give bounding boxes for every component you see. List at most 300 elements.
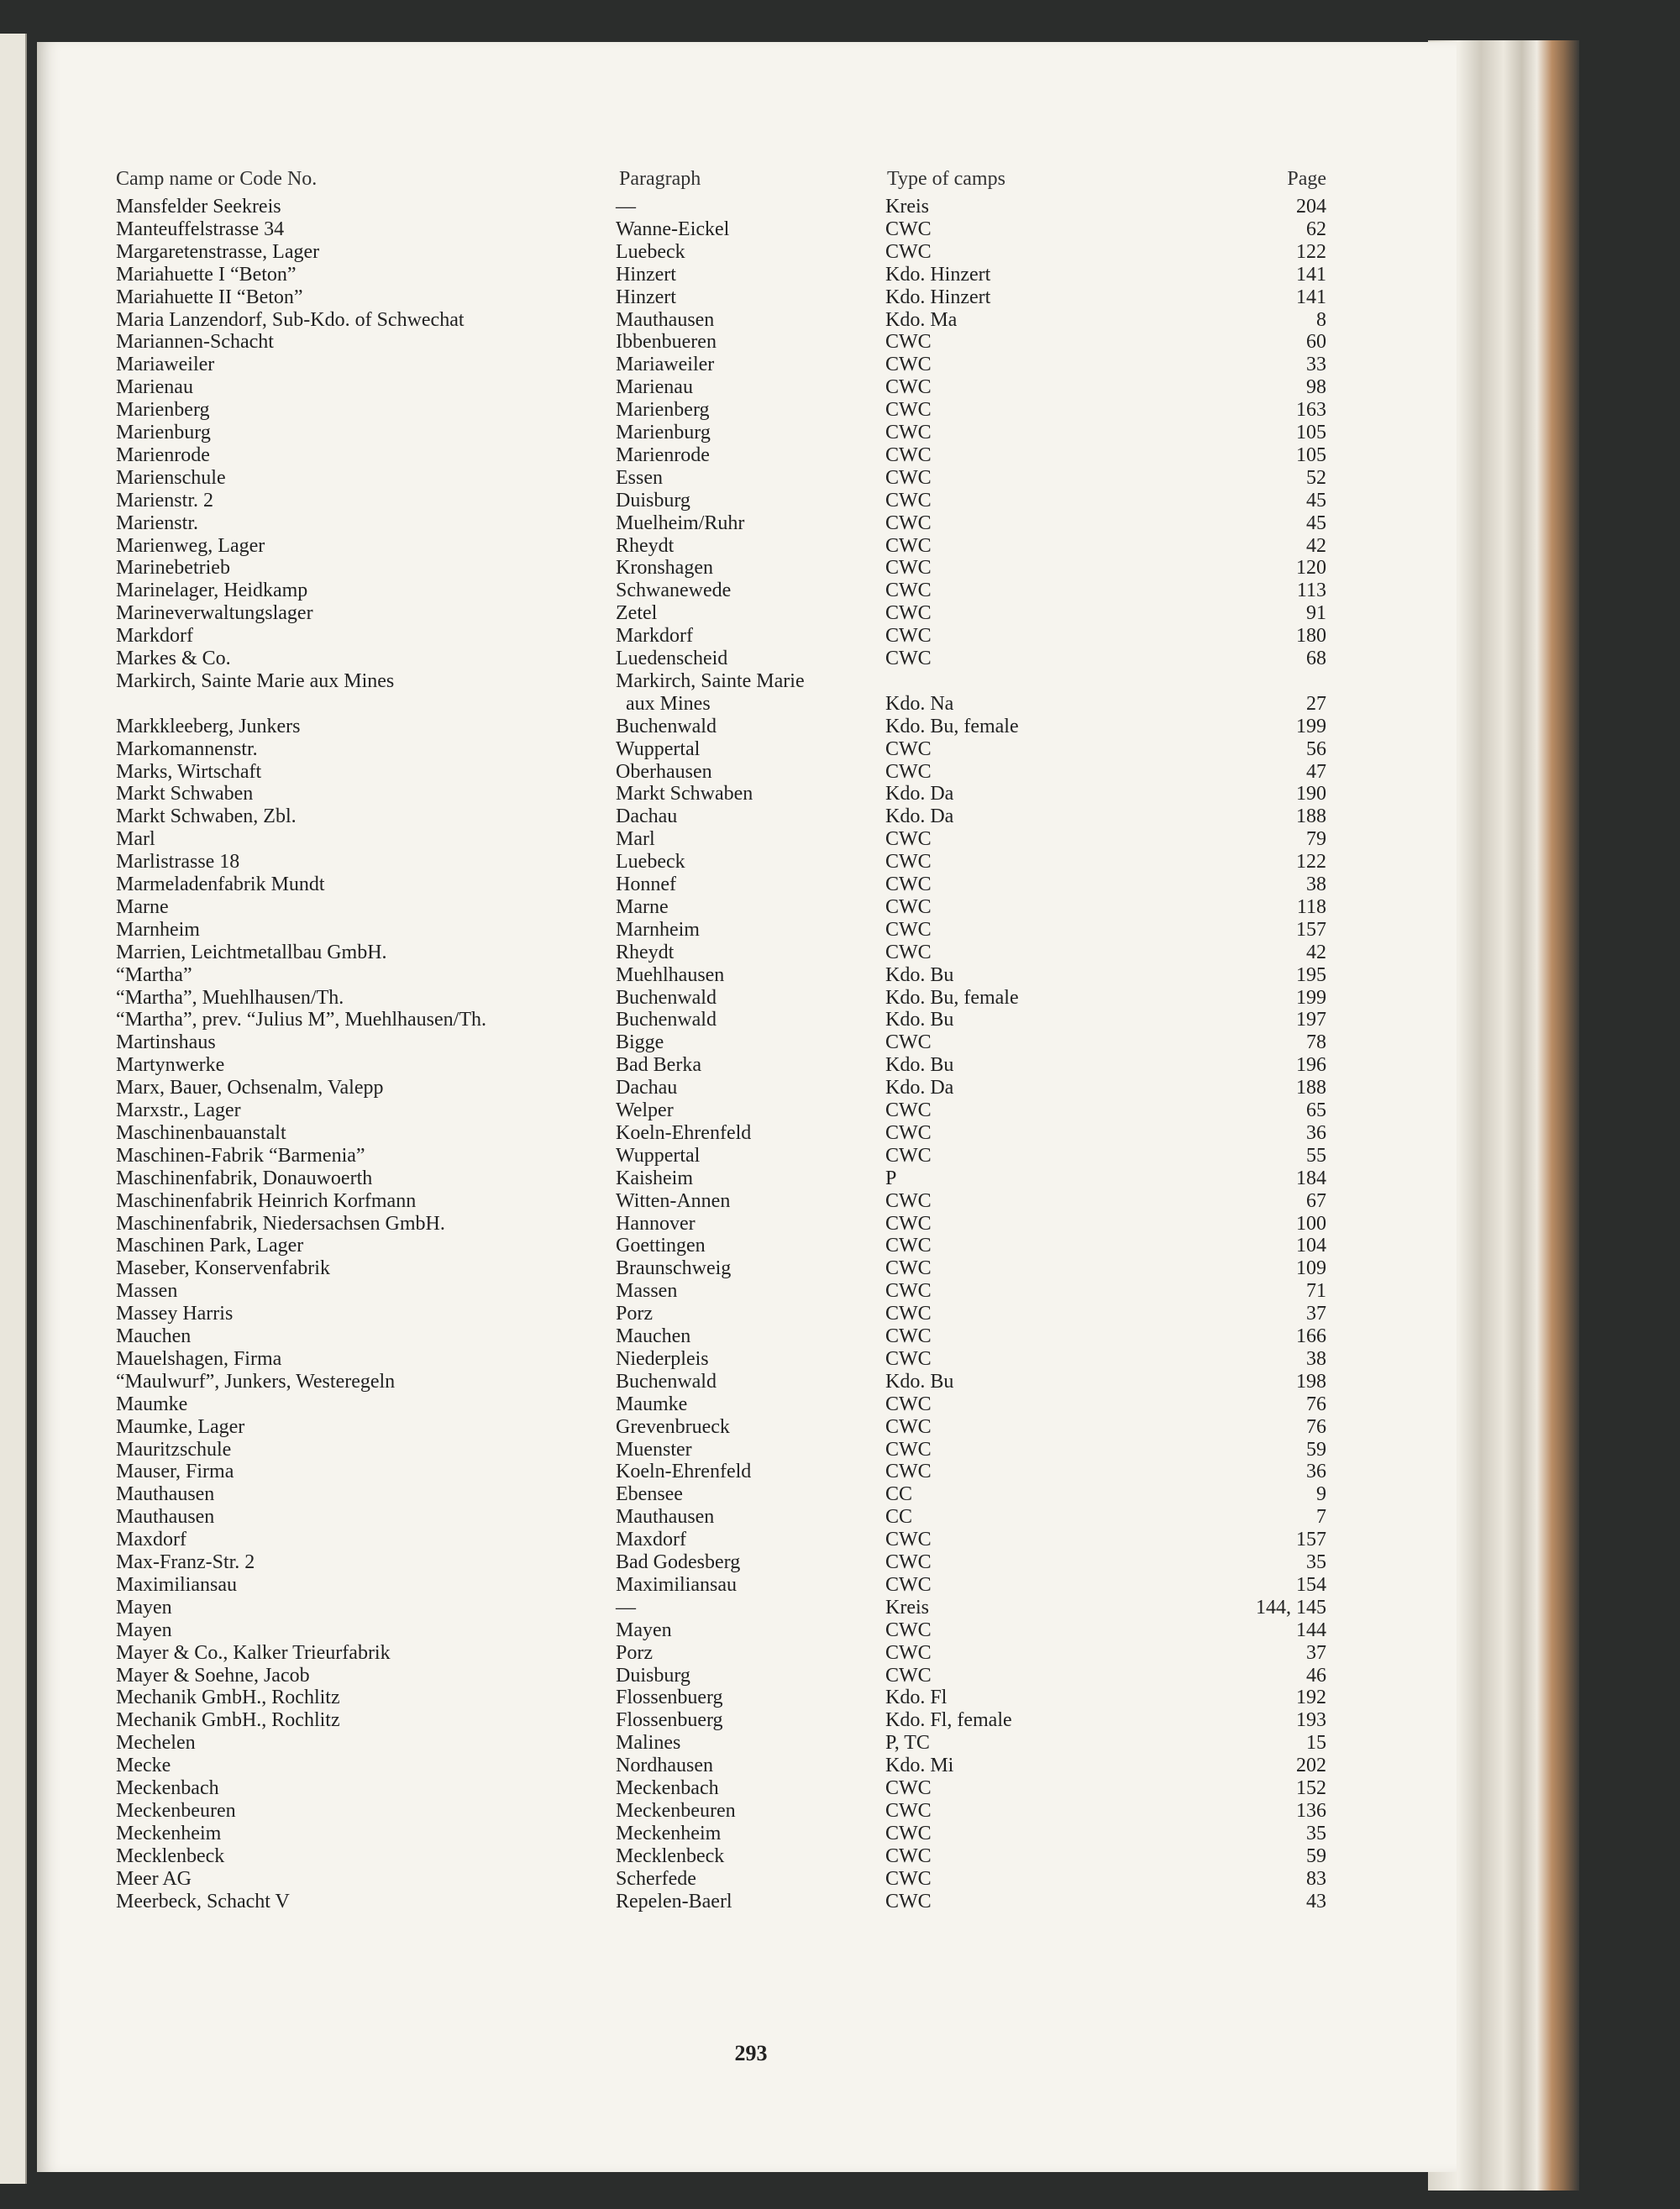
paragraph: Maxdorf xyxy=(616,1529,686,1551)
paragraph: Luebeck xyxy=(616,240,685,263)
paragraph: Zetel xyxy=(616,602,658,625)
camp-name: Meckenbach xyxy=(116,1777,219,1799)
table-row xyxy=(37,761,1457,784)
paragraph: Mauthausen xyxy=(616,1506,715,1529)
page-ref: 37 xyxy=(1306,1303,1326,1325)
camp-type: CWC xyxy=(885,1641,932,1664)
table-row xyxy=(37,896,1457,919)
page-ref: 52 xyxy=(1306,466,1326,489)
page-ref: 76 xyxy=(1306,1415,1326,1438)
table-row xyxy=(37,851,1457,874)
page-ref: 38 xyxy=(1306,874,1326,895)
page-ref: 105 xyxy=(1296,422,1326,443)
page-ref: 109 xyxy=(1296,1257,1326,1280)
paragraph: Marienberg xyxy=(616,399,710,422)
camp-type: CWC xyxy=(885,648,932,669)
page-ref: 55 xyxy=(1306,1144,1326,1167)
table-row xyxy=(37,1371,1457,1393)
page-ref: 198 xyxy=(1296,1370,1326,1393)
camp-name: Mechanik GmbH., Rochlitz xyxy=(116,1687,340,1709)
table-row xyxy=(37,1597,1457,1619)
camp-name: Mauser, Firma xyxy=(116,1461,234,1483)
camp-type: CWC xyxy=(885,443,932,466)
camp-type: Kreis xyxy=(885,196,929,218)
camp-type: CWC xyxy=(885,1031,932,1054)
camp-type: CWC xyxy=(885,1844,932,1867)
camp-type: CWC xyxy=(885,625,932,648)
page-ref: 197 xyxy=(1296,1009,1326,1031)
camp-type: Kdo. Hinzert xyxy=(885,286,991,308)
camp-type: CWC xyxy=(885,218,932,240)
page-ref: 42 xyxy=(1306,534,1326,557)
table-row xyxy=(37,1167,1457,1190)
paragraph: Honnef xyxy=(616,874,676,895)
header-page: Page xyxy=(1287,168,1326,190)
table-row xyxy=(37,1325,1457,1348)
camp-type: CWC xyxy=(885,1303,932,1325)
table-row xyxy=(37,1213,1457,1236)
camp-name: Maxdorf xyxy=(116,1529,186,1551)
paragraph: Essen xyxy=(616,466,663,489)
table-row xyxy=(37,1145,1457,1167)
camp-type: CWC xyxy=(885,1573,932,1596)
table-row xyxy=(37,670,1457,693)
camp-name: Markes & Co. xyxy=(116,648,231,669)
camp-name: Mayen xyxy=(116,1619,172,1641)
camp-name: Markt Schwaben xyxy=(116,783,254,805)
camp-name: Maumke xyxy=(116,1393,188,1415)
camp-type: Kdo. Mi xyxy=(885,1755,954,1777)
page-ref: 35 xyxy=(1306,1551,1326,1573)
camp-name: Max-Franz-Str. 2 xyxy=(116,1551,255,1573)
page-ref: 36 xyxy=(1306,1461,1326,1483)
paragraph: Buchenwald xyxy=(616,715,717,737)
table-row xyxy=(37,1687,1457,1709)
camp-type: CWC xyxy=(885,1099,932,1121)
paragraph: Bad Berka xyxy=(616,1054,701,1077)
table-row xyxy=(37,1800,1457,1823)
camp-name: Marx, Bauer, Ochsenalm, Valepp xyxy=(116,1077,384,1099)
page-ref: 122 xyxy=(1296,851,1326,874)
camp-type: Kdo. Fl xyxy=(885,1687,948,1709)
page-ref: 184 xyxy=(1296,1167,1326,1189)
camp-type: CWC xyxy=(885,331,932,354)
table-row xyxy=(37,354,1457,376)
camp-name: Marl xyxy=(116,828,155,851)
table-row xyxy=(37,1280,1457,1303)
paragraph: Marl xyxy=(616,828,655,851)
page-ref: 113 xyxy=(1296,580,1326,602)
paragraph: — xyxy=(616,1596,636,1619)
table-row xyxy=(37,376,1457,399)
camp-name: Marinelager, Heidkamp xyxy=(116,580,308,602)
paragraph: Markirch, Sainte Marie xyxy=(616,669,805,692)
camp-name: Mayen xyxy=(116,1596,172,1619)
camp-type: CWC xyxy=(885,895,932,918)
camp-type: CWC xyxy=(885,1347,932,1370)
table-row xyxy=(37,1506,1457,1529)
paragraph: Rheydt xyxy=(616,941,675,963)
camp-type: CWC xyxy=(885,1867,932,1890)
camp-type: CWC xyxy=(885,851,932,874)
paragraph: Dachau xyxy=(616,805,678,828)
paragraph: Wanne-Eickel xyxy=(616,218,730,240)
camp-name: Mariaweiler xyxy=(116,354,215,376)
page-ref: 120 xyxy=(1296,557,1326,580)
paragraph: Repelen-Baerl xyxy=(616,1890,732,1913)
paragraph: Meckenbeuren xyxy=(616,1799,736,1822)
table-row xyxy=(37,783,1457,805)
table-row xyxy=(37,1303,1457,1325)
paragraph: Grevenbrueck xyxy=(616,1415,730,1438)
page-ref: 60 xyxy=(1306,331,1326,354)
table-row xyxy=(37,399,1457,422)
camp-type: CWC xyxy=(885,489,932,512)
paragraph: Ibbenbueren xyxy=(616,331,717,354)
camp-name: Maschinenfabrik Heinrich Korfmann xyxy=(116,1189,417,1212)
page-ref: 8 xyxy=(1316,308,1326,331)
page-ref: 152 xyxy=(1296,1777,1326,1799)
paragraph: Koeln-Ehrenfeld xyxy=(616,1121,752,1144)
page-ref: 38 xyxy=(1306,1347,1326,1370)
page-ref: 141 xyxy=(1296,286,1326,308)
camp-type: Kdo. Da xyxy=(885,783,954,805)
page-ref: 188 xyxy=(1296,805,1326,828)
paragraph: Scherfede xyxy=(616,1867,696,1890)
camp-type: CWC xyxy=(885,737,932,760)
table-row xyxy=(37,535,1457,558)
page-ref: 154 xyxy=(1296,1573,1326,1596)
camp-type: Kdo. Ma xyxy=(885,308,958,331)
table-row xyxy=(37,467,1457,490)
camp-type: CWC xyxy=(885,1212,932,1235)
camp-type: Kdo. Fl, female xyxy=(885,1709,1012,1732)
table-row xyxy=(37,1257,1457,1280)
previous-page-edge xyxy=(0,34,27,2184)
paragraph: Marnheim xyxy=(616,918,700,941)
camp-type: Kdo. Hinzert xyxy=(885,263,991,286)
camp-type: Kdo. Da xyxy=(885,1077,954,1099)
camp-name: Mauthausen xyxy=(116,1483,215,1506)
page-ref: 15 xyxy=(1306,1732,1326,1755)
camp-type: Kdo. Bu xyxy=(885,1370,954,1393)
table-row xyxy=(37,1483,1457,1506)
table-row xyxy=(37,1009,1457,1031)
camp-type: CWC xyxy=(885,602,932,625)
paragraph: Markt Schwaben xyxy=(616,783,753,805)
page-ref: 199 xyxy=(1296,715,1326,737)
camp-type: Kdo. Bu xyxy=(885,1009,954,1031)
camp-name: Maschinen Park, Lager xyxy=(116,1235,304,1257)
table-row xyxy=(37,1077,1457,1099)
camp-name: Maschinenbauanstalt xyxy=(116,1121,286,1144)
page-ref: 199 xyxy=(1296,986,1326,1009)
page-ref: 141 xyxy=(1296,263,1326,286)
page-ref: 45 xyxy=(1306,489,1326,512)
camp-type: CWC xyxy=(885,1438,932,1461)
page-ref: 36 xyxy=(1306,1121,1326,1144)
camp-name: Marienau xyxy=(116,376,193,399)
page-ref: 9 xyxy=(1316,1483,1326,1506)
table-row xyxy=(37,1709,1457,1732)
paragraph: Meckenbach xyxy=(616,1777,719,1799)
camp-type: CWC xyxy=(885,1325,932,1347)
page-ref: 204 xyxy=(1296,196,1326,218)
camp-type: P xyxy=(885,1167,897,1189)
book-page xyxy=(37,42,1457,2172)
page-ref: 59 xyxy=(1306,1438,1326,1461)
page-ref: 68 xyxy=(1306,648,1326,669)
header-camp-name: Camp name or Code No. xyxy=(116,168,318,190)
camp-type: CWC xyxy=(885,1415,932,1438)
camp-type: CWC xyxy=(885,580,932,602)
camp-type: Kdo. Na xyxy=(885,692,954,715)
table-row xyxy=(37,1868,1457,1891)
header-paragraph: Paragraph xyxy=(619,168,701,190)
paragraph: Bigge xyxy=(616,1031,664,1054)
camp-name: Mauthausen xyxy=(116,1506,215,1529)
table-row xyxy=(37,1574,1457,1597)
camp-type: CWC xyxy=(885,512,932,534)
camp-type: CWC xyxy=(885,1777,932,1799)
paragraph: Porz xyxy=(616,1641,653,1664)
paragraph: Flossenbuerg xyxy=(616,1709,723,1732)
paragraph: Kaisheim xyxy=(616,1167,693,1189)
paragraph: Buchenwald xyxy=(616,986,717,1009)
page-ref: 144 xyxy=(1296,1619,1326,1641)
camp-name: Marienstr. xyxy=(116,512,198,534)
camp-type: CC xyxy=(885,1483,913,1506)
page-ref: 193 xyxy=(1296,1709,1326,1732)
camp-name: Mariannen-Schacht xyxy=(116,331,274,354)
camp-type: CWC xyxy=(885,1822,932,1844)
camp-name: Marineverwaltungslager xyxy=(116,602,313,625)
paragraph: Wuppertal xyxy=(616,737,701,760)
paragraph: Nordhausen xyxy=(616,1755,713,1777)
camp-type: CWC xyxy=(885,1619,932,1641)
table-row xyxy=(37,1845,1457,1868)
camp-type: CWC xyxy=(885,1121,932,1144)
table-row xyxy=(37,331,1457,354)
table-row xyxy=(37,1642,1457,1665)
table-row xyxy=(37,490,1457,512)
table-row xyxy=(37,422,1457,444)
camp-name: Mechelen xyxy=(116,1732,196,1755)
page-ref: 192 xyxy=(1296,1687,1326,1709)
paragraph: Goettingen xyxy=(616,1235,706,1257)
camp-name: Marienschule xyxy=(116,466,226,489)
paragraph: Meckenheim xyxy=(616,1822,722,1844)
table-row xyxy=(37,1529,1457,1551)
paragraph: Ebensee xyxy=(616,1483,683,1506)
table-row xyxy=(37,964,1457,987)
page-ref: 78 xyxy=(1306,1031,1326,1054)
paragraph: Massen xyxy=(616,1280,678,1303)
camp-name: Marinebetrieb xyxy=(116,557,230,580)
page-ref: 35 xyxy=(1306,1822,1326,1844)
camp-name: Mayer & Co., Kalker Trieurfabrik xyxy=(116,1641,391,1664)
camp-name: Marienberg xyxy=(116,399,210,422)
camp-type: CWC xyxy=(885,760,932,783)
paragraph: aux Mines xyxy=(616,692,711,715)
table-row xyxy=(37,286,1457,309)
table-row xyxy=(37,693,1457,716)
camp-name: Mariahuette I “Beton” xyxy=(116,263,297,286)
camp-name: Maschinenfabrik, Donauwoerth xyxy=(116,1167,373,1189)
page-ref: 43 xyxy=(1306,1890,1326,1913)
page-ref: 83 xyxy=(1306,1867,1326,1890)
camp-type: CWC xyxy=(885,422,932,443)
page-ref: 144, 145 xyxy=(1256,1596,1326,1619)
camp-name: Marne xyxy=(116,895,169,918)
table-row xyxy=(37,1031,1457,1054)
camp-name: Maschinenfabrik, Niedersachsen GmbH. xyxy=(116,1212,445,1235)
page-ref: 166 xyxy=(1296,1325,1326,1347)
page-ref: 100 xyxy=(1296,1212,1326,1235)
table-row xyxy=(37,1416,1457,1439)
camp-name: Markkleeberg, Junkers xyxy=(116,715,301,737)
camp-type: CWC xyxy=(885,399,932,422)
paragraph: Oberhausen xyxy=(616,760,712,783)
page-ref: 67 xyxy=(1306,1189,1326,1212)
camp-name: Meer AG xyxy=(116,1867,192,1890)
camp-type: CWC xyxy=(885,466,932,489)
camp-name: Marienstr. 2 xyxy=(116,489,213,512)
camp-name: Marnheim xyxy=(116,918,200,941)
table-row xyxy=(37,987,1457,1010)
page-ref: 71 xyxy=(1306,1280,1326,1303)
table-row xyxy=(37,1122,1457,1145)
camp-type: Kdo. Da xyxy=(885,805,954,828)
table-row xyxy=(37,1665,1457,1687)
paragraph: Braunschweig xyxy=(616,1257,732,1280)
camp-name: Marks, Wirtschaft xyxy=(116,760,262,783)
paragraph: Wuppertal xyxy=(616,1144,701,1167)
paragraph: Rheydt xyxy=(616,534,675,557)
camp-name: Maschinen-Fabrik “Barmenia” xyxy=(116,1144,365,1167)
camp-type: CWC xyxy=(885,240,932,263)
camp-name: Maximiliansau xyxy=(116,1573,237,1596)
paragraph: Mauthausen xyxy=(616,308,715,331)
paragraph: Luedenscheid xyxy=(616,648,728,669)
paragraph: Muelheim/Ruhr xyxy=(616,512,745,534)
paragraph: Kronshagen xyxy=(616,557,713,580)
camp-type: CWC xyxy=(885,1144,932,1167)
camp-type: CWC xyxy=(885,1280,932,1303)
camp-name: Markt Schwaben, Zbl. xyxy=(116,805,297,828)
camp-type: CWC xyxy=(885,1189,932,1212)
table-row xyxy=(37,1461,1457,1483)
camp-type: CWC xyxy=(885,1235,932,1257)
paragraph: Muehlhausen xyxy=(616,963,725,986)
table-row xyxy=(37,1235,1457,1257)
camp-type: CWC xyxy=(885,828,932,851)
camp-name: Martynwerke xyxy=(116,1054,225,1077)
table-row xyxy=(37,1823,1457,1845)
camp-name: Mechanik GmbH., Rochlitz xyxy=(116,1709,340,1732)
paragraph: Muenster xyxy=(616,1438,692,1461)
paragraph: Schwanewede xyxy=(616,580,732,602)
camp-name: Marmeladenfabrik Mundt xyxy=(116,874,325,895)
camp-type: CWC xyxy=(885,1551,932,1573)
camp-type: CWC xyxy=(885,1529,932,1551)
paragraph: Porz xyxy=(616,1303,653,1325)
header-type: Type of camps xyxy=(887,168,1005,190)
table-row xyxy=(37,1732,1457,1755)
page-ref: 104 xyxy=(1296,1235,1326,1257)
camp-name: Mecklenbeck xyxy=(116,1844,225,1867)
table-row xyxy=(37,1777,1457,1800)
table-row xyxy=(37,874,1457,896)
paragraph: Dachau xyxy=(616,1077,678,1099)
camp-type: P, TC xyxy=(885,1732,930,1755)
table-row xyxy=(37,309,1457,332)
paragraph: Buchenwald xyxy=(616,1370,717,1393)
camp-name: Mauritzschule xyxy=(116,1438,232,1461)
camp-type: CWC xyxy=(885,557,932,580)
camp-name: Marienburg xyxy=(116,422,211,443)
camp-name: Meckenheim xyxy=(116,1822,222,1844)
paragraph: Marienburg xyxy=(616,422,711,443)
table-row xyxy=(37,1755,1457,1777)
paragraph: Luebeck xyxy=(616,851,685,874)
camp-name: “Maulwurf”, Junkers, Westeregeln xyxy=(116,1370,396,1393)
camp-type: Kdo. Bu xyxy=(885,963,954,986)
paragraph: Duisburg xyxy=(616,489,690,512)
camp-name: Marrien, Leichtmetallbau GmbH. xyxy=(116,941,387,963)
table-row xyxy=(37,805,1457,828)
camp-name: Manteuffelstrasse 34 xyxy=(116,218,285,240)
page-ref: 157 xyxy=(1296,918,1326,941)
camp-name: Massey Harris xyxy=(116,1303,234,1325)
table-row xyxy=(37,512,1457,535)
table-row xyxy=(37,264,1457,286)
camp-name: Markirch, Sainte Marie aux Mines xyxy=(116,669,395,692)
table-row xyxy=(37,1099,1457,1122)
camp-name: Maria Lanzendorf, Sub-Kdo. of Schwechat xyxy=(116,308,465,331)
camp-name: Maseber, Konservenfabrik xyxy=(116,1257,330,1280)
camp-name: Margaretenstrasse, Lager xyxy=(116,240,320,263)
paragraph: Hannover xyxy=(616,1212,696,1235)
page-ref: 190 xyxy=(1296,783,1326,805)
table-row xyxy=(37,557,1457,580)
table-row xyxy=(37,196,1457,218)
page-ref: 91 xyxy=(1306,602,1326,625)
paragraph: Flossenbuerg xyxy=(616,1687,723,1709)
paragraph: Maumke xyxy=(616,1393,688,1415)
page-ref: 188 xyxy=(1296,1077,1326,1099)
paragraph: Hinzert xyxy=(616,263,676,286)
page-ref: 47 xyxy=(1306,760,1326,783)
table-row xyxy=(37,1054,1457,1077)
camp-type: Kdo. Bu, female xyxy=(885,715,1019,737)
page-ref: 98 xyxy=(1306,376,1326,399)
page-ref: 202 xyxy=(1296,1755,1326,1777)
page-ref: 42 xyxy=(1306,941,1326,963)
camp-type: CWC xyxy=(885,1664,932,1687)
paragraph: Bad Godesberg xyxy=(616,1551,741,1573)
page-ref: 157 xyxy=(1296,1529,1326,1551)
table-row xyxy=(37,241,1457,264)
camp-name: Mansfelder Seekreis xyxy=(116,196,281,218)
paragraph: Mayen xyxy=(616,1619,672,1641)
camp-name: Mayer & Soehne, Jacob xyxy=(116,1664,310,1687)
camp-name: Meckenbeuren xyxy=(116,1799,236,1822)
table-row xyxy=(37,1348,1457,1371)
paragraph: Markdorf xyxy=(616,625,693,648)
page-ref: 195 xyxy=(1296,963,1326,986)
paragraph: Malines xyxy=(616,1732,681,1755)
